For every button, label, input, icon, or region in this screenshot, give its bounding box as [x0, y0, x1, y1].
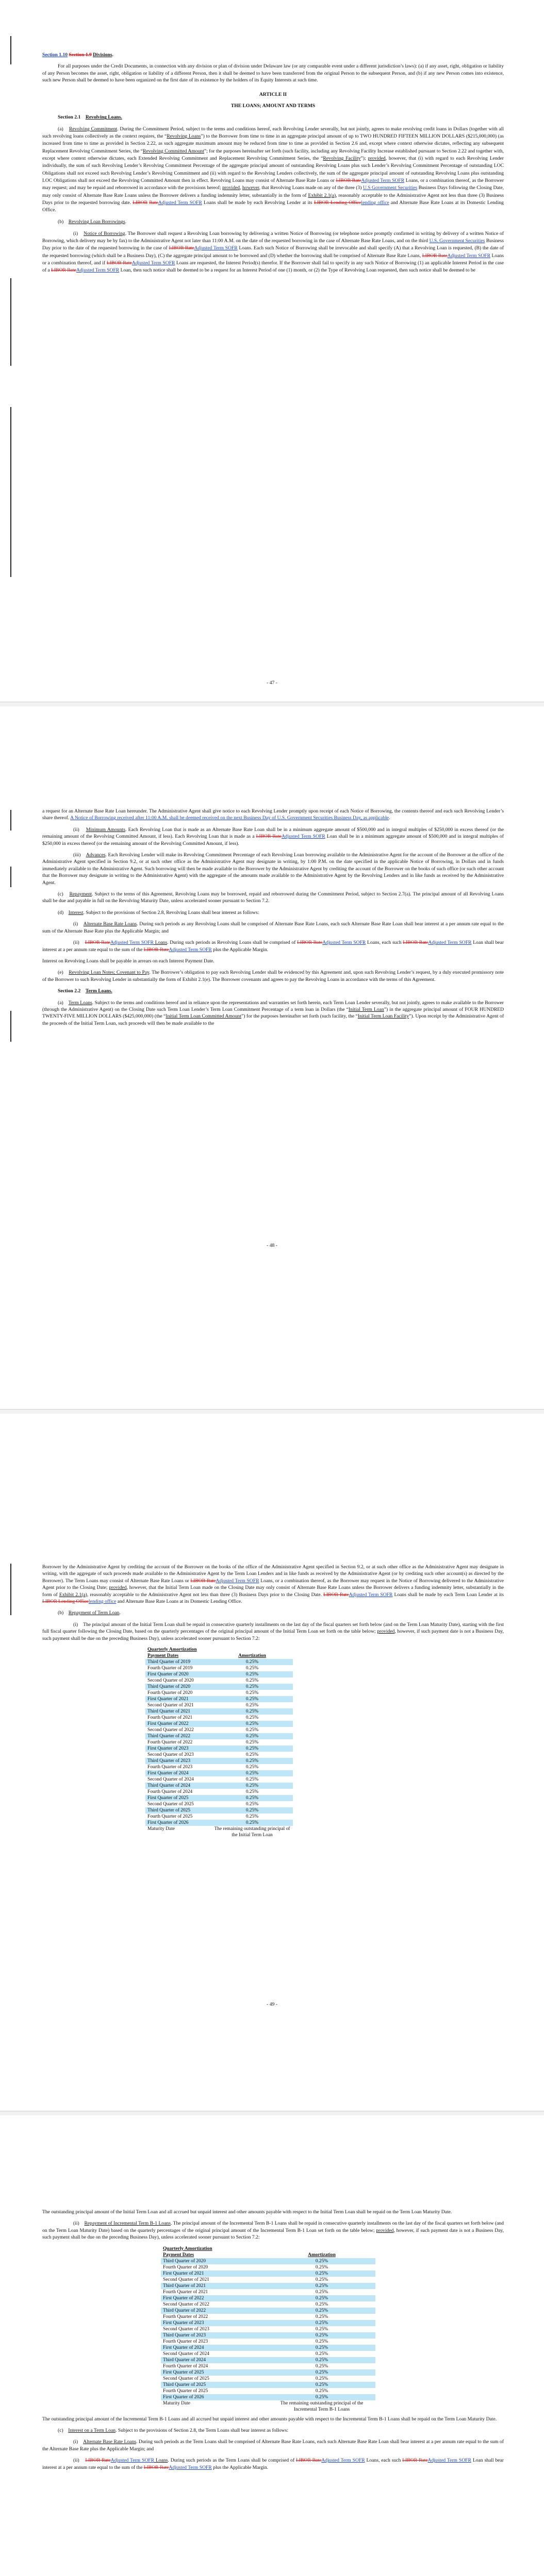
- term-abr-interest-paragraph: (i) Alternate Base Rate Loans. During such periods as the Term Loans shall be comprised of Alternate Base Rate Loans, each such Alternate Base Rate Loan shall bear interest at a per annum rate equal to the sum of the Alternate Base Rate plus the Applicable Margin; and: [42, 2439, 504, 2452]
- table-row: [145, 1659, 293, 1665]
- payment-date-cell: First Quarter of 2021: [161, 2270, 268, 2277]
- payment-date-cell: Third Quarter of 2021: [161, 2283, 268, 2289]
- amortization-cell: 0.25%: [315, 2351, 328, 2357]
- payment-date-cell: First Quarter of 2024: [145, 1770, 211, 1776]
- amortization-cell: 0.25%: [268, 2369, 375, 2376]
- page-number: - 49 -: [267, 2002, 277, 2007]
- amortization-cell: 0.25%: [211, 1795, 293, 1801]
- term-sofr-interest-paragraph: (ii) LIBOR RateAdjusted Term SOFR Loans. During such periods as the Term Loans shall be comprised of LIBOR RateAdjusted Term SOFR Loans, each such LIBOR RateAdjusted Term SOFR Loan shall bear interest at a per annum rate equal to the sum of the LIBOR RateAdjusted Term SOFR plus the Applicable Margin.: [42, 2458, 504, 2470]
- page-separator: [0, 2111, 544, 2115]
- initial-term-loan-repayment-paragraph: (i) The principal amount of the Initial Term Loan shall be repaid in consecutive quarterly installments on the last day of the fiscal quarters set forth below (and on the Term Loan Maturity Date), starting with the first full fiscal quarter following the Closing Date, based on the quarterly percentages of the original principal amount of the Initial Term Loan set forth on the table below; provided, however, if such payment date is not a Business Day, such payment shall be due on the preceding Business Day), unless accelerated sooner pursuant to Section 7.2:: [42, 1621, 504, 1641]
- amortization-cell: 0.25%: [268, 2295, 375, 2301]
- table-row: [145, 1776, 293, 1783]
- initial-term-loan-amortization-table: [145, 1647, 293, 1838]
- table-row: [145, 1671, 293, 1677]
- amortization-cell: 0.25%: [245, 1789, 259, 1795]
- amortization-cell: 0.25%: [268, 2382, 375, 2388]
- payment-date-cell: First Quarter of 2026: [145, 1820, 211, 1826]
- payment-date-cell: Third Quarter of 2022: [145, 1733, 211, 1739]
- payment-date-cell: Fourth Quarter of 2019: [147, 1666, 193, 1671]
- amortization-cell: 0.25%: [315, 2388, 328, 2394]
- table-row: [145, 1696, 293, 1702]
- table-row: [161, 2314, 375, 2320]
- article-number: ARTICLE II: [259, 91, 287, 97]
- amortization-cell: 0.25%: [245, 1666, 259, 1671]
- maturity-label: Maturity Date: [147, 1826, 175, 1832]
- amortization-cell: 0.25%: [211, 1745, 293, 1752]
- amortization-cell: 0.25%: [211, 1708, 293, 1715]
- amortization-cell: 0.25%: [315, 2301, 328, 2307]
- amortization-cell: 0.25%: [245, 1802, 259, 1807]
- payment-date-cell: First Quarter of 2022: [161, 2295, 268, 2301]
- section-2-1-heading: Section 2.1 Revolving Loans.: [58, 114, 122, 121]
- change-bar: [10, 1011, 11, 1042]
- change-bar: [10, 1564, 11, 1615]
- payment-date-cell: First Quarter of 2021: [145, 1696, 211, 1702]
- table-row: [145, 1690, 293, 1696]
- payment-date-cell: Third Quarter of 2022: [161, 2308, 268, 2314]
- table-row: [145, 1721, 293, 1727]
- interest-payable-paragraph: Interest on Revolving Loans shall be payable in arrears on each Interest Payment Date.: [42, 958, 215, 964]
- amortization-cell: 0.25%: [211, 1733, 293, 1739]
- amortization-cell: 0.25%: [211, 1659, 293, 1665]
- incremental-term-b1-repayment-paragraph: (ii) Repayment of Incremental Term B-1 Loans. The principal amount of the Incremental Term B-1 Loans shall be repaid in consecutive quarterly installments on the last day of the fiscal quarters set forth below (and on the Term Loan Maturity Date) based on the quarterly percentages of the original principal amount of the Incremental Term B-1 Loan set forth on the table below; provided, however, if such payment date is not a Business Day, such payment shall be due on the preceding Business Day), unless accelerated sooner pursuant to Section 7.2:: [42, 2221, 504, 2241]
- change-bar: [10, 407, 11, 577]
- repayment-paragraph: (c) Repayment. Subject to the terms of this Agreement, Revolving Loans may be borrowed, repaid and reborrowed during the Commitment Period, subject to Section 2.7(a). The principal amount of all Revolving Loans shall be due and payable in full on the Revolving Maturity Date, unless accelerated sooner pursuant to Section 7.2.: [42, 891, 504, 904]
- incremental-term-b1-maturity-paragraph: The outstanding principal amount of the Incremental Term B-1 Loans and all accrued but unpaid interest and other amounts payable with respect to the Incremental Term B-1 Loans shall be repaid on the Term Loan Maturity Date.: [42, 2416, 497, 2422]
- table-row: [145, 1801, 293, 1807]
- amortization-cell: 0.25%: [245, 1690, 259, 1696]
- amortization-cell: 0.25%: [268, 2258, 375, 2264]
- payment-date-cell: Fourth Quarter of 2021: [147, 1715, 193, 1721]
- table-row: [161, 2382, 375, 2388]
- amortization-cell: 0.25%: [268, 2283, 375, 2289]
- amortization-cell: 0.25%: [245, 1814, 259, 1820]
- table-row: [161, 2320, 375, 2326]
- amortization-cell: 0.25%: [211, 1770, 293, 1776]
- payment-date-cell: Third Quarter of 2020: [161, 2258, 268, 2264]
- maturity-value: The remaining outstanding principal of the Initial Term Loan: [214, 1826, 290, 1838]
- table-row: [145, 1677, 293, 1684]
- payment-date-cell: First Quarter of 2025: [161, 2369, 268, 2376]
- table-row: [145, 1745, 293, 1752]
- article-title: THE LOANS; AMOUNT AND TERMS: [230, 103, 316, 109]
- change-bar: [10, 36, 11, 64]
- table-title: Quarterly Amortization: [147, 1647, 197, 1653]
- section-2-2-heading: Section 2.2 Term Loans.: [58, 988, 112, 994]
- payment-date-cell: First Quarter of 2020: [145, 1671, 211, 1677]
- table-row: [145, 1752, 293, 1758]
- minimum-amounts-paragraph: (ii) Minimum Amounts. Each Revolving Loan that is made as an Alternate Base Rate Loan shall be in a minimum aggregate amount of $500,000 and in integral multiples of $250,000 in excess thereof (or the remaining amount of the Revolving Committed Amount, if less). Each Revolving Loan that is made as a LIBOR RateAdjusted Term SOFR Loan shall be in a minimum aggregate amount of $500,000 and in integral multiples of $250,000 in excess thereof (or the remaining amount of the Revolving Committed Amount, if less).: [42, 826, 504, 846]
- table-row: [161, 2338, 375, 2345]
- table-row: [145, 1684, 293, 1690]
- interest-on-term-loan-paragraph: (c) Interest on a Term Loan. Subject to the provisions of Section 2.8, the Term Loans shall bear interest as follows:: [58, 2428, 288, 2434]
- amortization-cell: 0.25%: [245, 1703, 259, 1708]
- table-row: [161, 2283, 375, 2289]
- borrowing-continuation: a request for an Alternate Base Rate Loan hereunder. The Administrative Agent shall give notice to each Revolving Lender promptly upon receipt of each Notice of Borrowing, the contents thereof and each such Revolving Lender’s share thereof. A Notice of Borrowing received after 11:00 A.M. shall be deemed received on the next Business Day of U.S. Government Securities Business Day, as applicable.: [42, 808, 504, 821]
- col-header-amortization: Amortization: [308, 2252, 336, 2258]
- amortization-cell: 0.25%: [268, 2308, 375, 2314]
- table-row: [145, 1758, 293, 1764]
- payment-date-cell: First Quarter of 2025: [145, 1795, 211, 1801]
- payment-date-cell: Second Quarter of 2023: [163, 2326, 209, 2332]
- notice-of-borrowing-paragraph: (i) Notice of Borrowing. The Borrower shall request a Revolving Loan borrowing by delivering a written Notice of Borrowing (or telephone notice promptly confirmed in writing by delivery of a written Notice of Borrowing, which delivery may be by fax) to the Administrative Agent not later than 11:00 A.M. on the date of the requested borrowing in the case of Alternate Base Rate Loans, and on the third U.S. Government Securities Business Day prior to the date of the requested borrowing in the case of LIBOR RateAdjusted Term SOFR Loans. Each such Notice of Borrowing shall be irrevocable and shall specify (A) that a Revolving Loan is requested, (B) the date of the requested borrowing (which shall be a Business Day), (C) the aggregate principal amount to be borrowed and (D) whether the borrowing shall be comprised of Alternate Base Rate Loans, LIBOR RateAdjusted Term SOFR Loans or a combination thereof, and if LIBOR RateAdjusted Term SOFR Loans are requested, the Interest Period(s) therefor. If the Borrower shall fail to specify in any such Notice of Borrowing (1) an applicable Interest Period in the case of a LIBOR RateAdjusted Term SOFR Loan, then such notice shall be deemed to be a request for an Interest Period of one (1) month, or (2) the Type of Revolving Loan requested, then such notice shall be deemed to be: [42, 230, 504, 274]
- payment-date-cell: Second Quarter of 2025: [147, 1802, 194, 1807]
- table-row: [161, 2258, 375, 2264]
- table-row: [145, 1814, 293, 1820]
- table-row: [161, 2270, 375, 2277]
- table-row: [161, 2301, 375, 2308]
- table-row: [145, 1783, 293, 1789]
- payment-date-cell: Fourth Quarter of 2021: [163, 2289, 208, 2295]
- maturity-row: [161, 2400, 375, 2413]
- table-row: [161, 2388, 375, 2394]
- repayment-term-loan-heading: (b) Repayment of Term Loan.: [58, 1610, 121, 1616]
- payment-date-cell: Third Quarter of 2023: [145, 1758, 211, 1764]
- amortization-cell: 0.25%: [245, 1777, 259, 1783]
- amortization-cell: 0.25%: [315, 2376, 328, 2381]
- payment-date-cell: Second Quarter of 2023: [147, 1752, 194, 1758]
- page-50: [0, 2116, 544, 2576]
- revolving-loan-notes-paragraph: (e) Revolving Loan Notes; Covenant to Pay. The Borrower’s obligation to pay each Revolving Lender shall be evidenced by this Agreement and, upon such Revolving Lender’s request, by a duly executed promissory note of the Borrower to such Revolving Lender in substantially the form of Exhibit 2.1(e). The Borrower covenants and agrees to pay the Revolving Loans in accordance with the terms of this Agreement.: [42, 970, 504, 982]
- initial-term-loan-maturity-paragraph: The outstanding principal amount of the Initial Term Loan and all accrued but unpaid interest and other amounts payable with respect to the Initial Term Loan shall be repaid on the Term Loan Maturity Date.: [42, 2209, 452, 2215]
- amortization-cell: 0.25%: [245, 1740, 259, 1745]
- payment-date-cell: Second Quarter of 2021: [147, 1703, 194, 1708]
- amortization-cell: 0.25%: [245, 1752, 259, 1758]
- payment-date-cell: Third Quarter of 2025: [145, 1807, 211, 1814]
- table-row: [145, 1715, 293, 1721]
- payment-date-cell: Fourth Quarter of 2024: [163, 2363, 208, 2369]
- col-header-payment-dates: Payment Dates: [163, 2252, 194, 2258]
- table-row: [145, 1770, 293, 1776]
- amortization-cell: 0.25%: [211, 1671, 293, 1677]
- term-loan-continuation: Borrower by the Administrative Agent by crediting the account of the Borrower on the books of the office of the Administrative Agent specified in Section 9.2, or at such other office as the Administrative Agent may designate in writing, with the aggregate of such proceeds made available to the Administrative Agent by the Term Loan Lenders and in like funds as received by the Administrative Agent (or by crediting such other account(s) as directed by the Borrower). The Term Loans may consist of Alternate Base Rate Loans or LIBOR RateAdjusted Term SOFR Loans, or a combination thereof, as the Borrower may request in the Notice of Borrowing delivered to the Administrative Agent prior to the Closing Date; provided, however, that the Initial Term Loan made on the Closing Date may only consist of Alternate Base Rate Loans unless the Borrower delivers a funding indemnity letter, substantially in the form of Exhibit 2.1(a), reasonably acceptable to the Administrative Agent not less than three (3) Business Days prior to the Closing Date. LIBOR RateAdjusted Term SOFR Loans shall be made by each Term Loan Lender at its LIBOR Lending Officelending office and Alternate Base Rate Loans at its Domestic Lending Office.: [42, 1564, 504, 1605]
- payment-date-cell: First Quarter of 2023: [161, 2320, 268, 2326]
- col-header-payment-dates: Payment Dates: [147, 1653, 179, 1659]
- table-row: [161, 2308, 375, 2314]
- incremental-term-b1-amortization-table: [161, 2246, 375, 2413]
- interest-paragraph: (d) Interest. Subject to the provisions of Section 2.8, Revolving Loans shall bear interest as follows:: [58, 909, 259, 916]
- table-row: [145, 1702, 293, 1708]
- payment-date-cell: Fourth Quarter of 2023: [147, 1765, 193, 1770]
- table-row: [161, 2295, 375, 2301]
- payment-date-cell: Third Quarter of 2023: [161, 2332, 268, 2338]
- change-bar: [10, 810, 11, 831]
- table-row: [145, 1665, 293, 1671]
- revolving-loan-borrowings-heading: (b) Revolving Loan Borrowings.: [58, 219, 126, 225]
- table-row: [145, 1739, 293, 1745]
- table-row: [161, 2289, 375, 2295]
- payment-date-cell: Third Quarter of 2025: [161, 2382, 268, 2388]
- amortization-cell: 0.25%: [315, 2338, 328, 2344]
- payment-date-cell: Third Quarter of 2024: [161, 2357, 268, 2363]
- amortization-cell: 0.25%: [268, 2320, 375, 2326]
- table-row: [145, 1733, 293, 1739]
- payment-date-cell: Second Quarter of 2021: [163, 2277, 209, 2282]
- divisions-paragraph: For all purposes under the Credit Documents, in connection with any division or plan of division under Delaware law (or any comparable event under a different jurisdiction’s laws): (a) if any asset, right, obligation or liability of any Person becomes the asset, right, obligation or liability of a different Person, then it shall be deemed to have been transferred from the original Person to the subsequent Person, and (b) if any new Person comes into existence, such new Person shall be deemed to have been organized on the first date of its existence by the holders of its Equity Interests at such time.: [42, 63, 504, 83]
- amortization-cell: 0.25%: [268, 2345, 375, 2351]
- payment-date-cell: Second Quarter of 2024: [163, 2351, 209, 2357]
- payment-date-cell: Fourth Quarter of 2023: [163, 2338, 208, 2344]
- table-row: [161, 2332, 375, 2338]
- amortization-cell: 0.25%: [268, 2357, 375, 2363]
- table-row: [161, 2277, 375, 2283]
- payment-date-cell: Third Quarter of 2024: [145, 1783, 211, 1789]
- maturity-value: The remaining outstanding principal of the Incremental Term B-1 Loans: [280, 2400, 364, 2412]
- amortization-cell: 0.25%: [211, 1696, 293, 1702]
- amortization-cell: 0.25%: [245, 1765, 259, 1770]
- amortization-cell: 0.25%: [315, 2314, 328, 2319]
- change-bar: [10, 867, 11, 887]
- payment-date-cell: Fourth Quarter of 2024: [147, 1789, 193, 1795]
- amortization-cell: 0.25%: [268, 2394, 375, 2400]
- payment-date-cell: Fourth Quarter of 2025: [163, 2388, 208, 2394]
- page-49: [0, 1414, 544, 2115]
- payment-date-cell: Fourth Quarter of 2020: [147, 1690, 193, 1696]
- maturity-row: [145, 1826, 293, 1838]
- col-header-amortization: Amortization: [238, 1653, 266, 1659]
- amortization-cell: 0.25%: [245, 1715, 259, 1721]
- table-row: [161, 2357, 375, 2363]
- page-48: [0, 707, 544, 1408]
- amortization-cell: 0.25%: [268, 2332, 375, 2338]
- page-separator: [0, 702, 544, 706]
- page-47: [0, 0, 544, 701]
- payment-date-cell: First Quarter of 2026: [161, 2394, 268, 2400]
- table-row: [145, 1795, 293, 1801]
- page-number: - 47 -: [267, 680, 277, 686]
- amortization-cell: 0.25%: [211, 1758, 293, 1764]
- payment-date-cell: Second Quarter of 2020: [147, 1678, 194, 1684]
- payment-date-cell: Fourth Quarter of 2022: [163, 2314, 208, 2319]
- amortization-cell: 0.25%: [211, 1820, 293, 1826]
- payment-date-cell: Second Quarter of 2024: [147, 1777, 194, 1783]
- amortization-cell: 0.25%: [211, 1721, 293, 1727]
- amortization-cell: 0.25%: [315, 2363, 328, 2369]
- table-row: [161, 2394, 375, 2400]
- payment-date-cell: Second Quarter of 2022: [147, 1727, 194, 1733]
- table-row: [145, 1820, 293, 1826]
- payment-date-cell: First Quarter of 2023: [145, 1745, 211, 1752]
- payment-date-cell: Fourth Quarter of 2025: [147, 1814, 193, 1820]
- table-row: [161, 2326, 375, 2332]
- revolving-commitment-paragraph: (a) Revolving Commitment. During the Commitment Period, subject to the terms and conditions hereof, each Revolving Lender severally, but not jointly, agrees to make revolving credit loans in Dollars (together with all such revolving loans collectively as the context requires, the “Revolving Loans”) to the Borrower from time to time in an aggregate principal amount of up to TWO HUNDRED FIFTEEN MILLION DOLLARS ($215,000,000) (as increased from time to time as provided in Section 2.22, as such aggregate maximum amount may be reduced from time to time as provided in Section 2.6 and, except where context otherwise dictates, reflecting any subsequent Replacement Revolving Commitment Series, the “Revolving Committed Amount”; for the purposes hereinafter set forth (such facility, including any Revolving Facility Increase established pursuant to Section 2.22 and together with, except where context otherwise dictates, each Extended Revolving Commitment and Replacement Revolving Commitment Series, the “Revolving Facility”); provided, however, that (i) with regard to each Revolving Lender individually, the sum of such Revolving Lender’s Revolving Commitment Percentage of the aggregate principal amount of outstanding Revolving Loans plus such Lender’s Revolving Commitment Percentage of outstanding LOC Obligations shall not exceed such Revolving Lender’s Revolving Commitment and (ii) with regard to the Revolving Lenders collectively, the sum of the aggregate principal amount of outstanding Revolving Loans plus outstanding LOC Obligations shall not exceed the Revolving Committed Amount then in effect. Revolving Loans may consist of Alternate Base Rate Loans or LIBOR RateAdjusted Term SOFR Loans, or a combination thereof, as the Borrower may request; and may be repaid and reborrowed in accordance with the provisions hereof; provided, however, that Revolving Loans made on any of the three (3) U.S Government Securities Business Days following the Closing Date, may only consist of Alternate Base Rate Loans unless the Borrower delivers a funding indemnity letter, substantially in the form of Exhibit 2.1(a), reasonably acceptable to the Administrative Agent not less than three (3) Business Days prior to the requested borrowing date. LIBOR RateAdjusted Term SOFR Loans shall be made by each Revolving Lender at its LIBOR Lending Officelending office and Alternate Base Rate Loans at its Domestic Lending Office.: [42, 126, 504, 213]
- amortization-cell: 0.25%: [315, 2277, 328, 2282]
- payment-date-cell: Third Quarter of 2021: [145, 1708, 211, 1715]
- table-row: [161, 2345, 375, 2351]
- payment-date-cell: Fourth Quarter of 2020: [163, 2264, 208, 2270]
- payment-date-cell: Second Quarter of 2025: [163, 2376, 209, 2381]
- section-1-10-heading: Section 1.10 Section 1.9 Divisions.: [42, 52, 113, 58]
- amortization-cell: 0.25%: [315, 2264, 328, 2270]
- table-row: [145, 1789, 293, 1795]
- table-title: Quarterly Amortization: [163, 2246, 212, 2251]
- table-row: [145, 1807, 293, 1814]
- advances-paragraph: (iii) Advances. Each Revolving Lender will make its Revolving Commitment Percentage of each Revolving Loan borrowing available to the Administrative Agent for the account of the Borrower at the office of the Administrative Agent specified in Section 9.2, or at such other office as the Administrative Agent may designate in writing, by 1:00 P.M. on the date specified in the applicable Notice of Borrowing, in Dollars and in funds immediately available to the Administrative Agent. Such borrowing will then be made available to the Borrower by the Administrative Agent by crediting the account of the Borrower on the books of such office (or such other account that the Borrower may designate in writing to the Administrative Agent) with the aggregate of the amounts made available to the Administrative Agent by the Revolving Lenders and in like funds as received by the Administrative Agent.: [42, 852, 504, 886]
- payment-date-cell: Third Quarter of 2019: [145, 1659, 211, 1665]
- abr-interest-paragraph: (i) Alternate Base Rate Loans. During such periods as any Revolving Loans shall be comprised of Alternate Base Rate Loans, each such Alternate Base Rate Loan shall bear interest at a per annum rate equal to the sum of the Alternate Base Rate plus the Applicable Margin; and: [42, 921, 504, 934]
- amortization-cell: 0.25%: [315, 2289, 328, 2295]
- table-row: [145, 1764, 293, 1770]
- change-bar: [10, 278, 11, 366]
- amortization-cell: 0.25%: [245, 1727, 259, 1733]
- table-row: [145, 1727, 293, 1733]
- maturity-label: Maturity Date: [163, 2400, 190, 2406]
- term-loans-paragraph: (a) Term Loans. Subject to the terms and conditions hereof and in reliance upon the representations and warranties set forth herein, each Term Loan Lender severally, but not jointly, agrees to make available to the Borrower (through the Administrative Agent) on the Closing Date such Term Loan Lender’s Term Loan Commitment Percentage of a term loan in Dollars (the “Initial Term Loan”) in the aggregate principal amount of FOUR HUNDRED TWENTY-FIVE MILLION DOLLARS ($425,000,000) (the “Initial Term Loan Committed Amount”) for the purposes hereinafter set forth (such facility, the “Initial Term Loan Facility”). Upon receipt by the Administrative Agent of the proceeds of the Initial Term Loan, such proceeds will then be made available to the: [42, 999, 504, 1026]
- sofr-interest-paragraph: (ii) LIBOR RateAdjusted Term SOFR Loans. During such periods as Revolving Loans shall be comprised of LIBOR RateAdjusted Term SOFR Loans, each such LIBOR RateAdjusted Term SOFR Loan shall bear interest at a per annum rate equal to the sum of the LIBOR RateAdjusted Term SOFR plus the Applicable Margin.: [42, 940, 504, 953]
- payment-date-cell: First Quarter of 2024: [161, 2345, 268, 2351]
- table-row: [161, 2376, 375, 2382]
- payment-date-cell: Third Quarter of 2020: [145, 1684, 211, 1690]
- payment-date-cell: First Quarter of 2022: [145, 1721, 211, 1727]
- table-row: [145, 1708, 293, 1715]
- amortization-cell: 0.25%: [211, 1807, 293, 1814]
- payment-date-cell: Fourth Quarter of 2022: [147, 1740, 193, 1745]
- payment-date-cell: Second Quarter of 2022: [163, 2301, 209, 2307]
- table-row: [161, 2264, 375, 2270]
- table-row: [161, 2363, 375, 2369]
- amortization-cell: 0.25%: [211, 1684, 293, 1690]
- amortization-cell: 0.25%: [268, 2270, 375, 2277]
- page-separator: [0, 1409, 544, 1414]
- amortization-cell: 0.25%: [245, 1678, 259, 1684]
- amortization-cell: 0.25%: [315, 2326, 328, 2332]
- table-row: [161, 2351, 375, 2357]
- page-number: - 48 -: [267, 1243, 277, 1248]
- table-row: [161, 2369, 375, 2376]
- amortization-cell: 0.25%: [211, 1783, 293, 1789]
